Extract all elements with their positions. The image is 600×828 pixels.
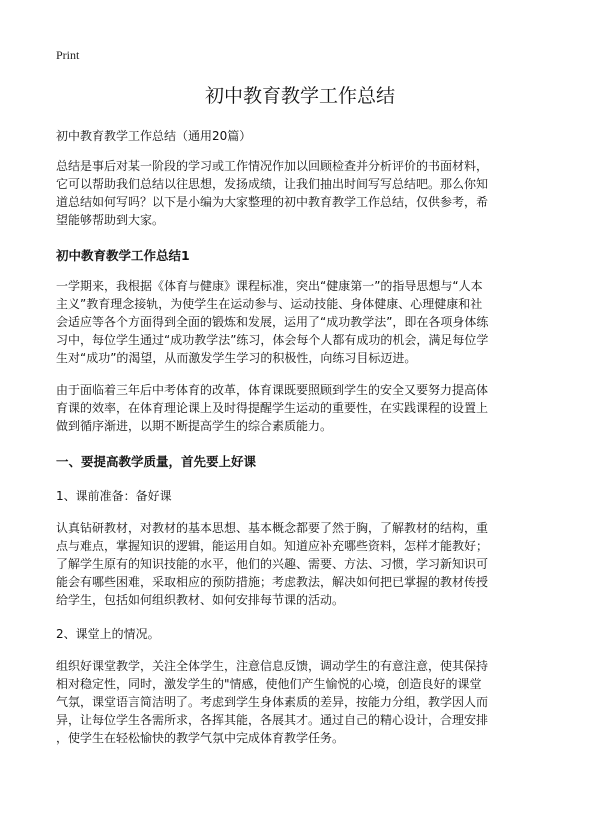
- document-subtitle: 初中教育教学工作总结（通用20篇）: [56, 129, 252, 143]
- text-line: 习中，每位学生通过“成功教学法”练习，体会每个人都有成功的机会，满足每位学: [56, 333, 489, 347]
- text-line: 组织好课堂教学，关注全体学生，注意信息反馈，调动学生的有意注意，使其保持: [56, 659, 489, 673]
- section-paragraph: [56, 277, 544, 367]
- subsection-heading: 一、要提高教学质量，首先要上好课: [56, 454, 257, 469]
- text-line: 给学生，包括如何组织教材、如何安排每节课的活动。: [56, 593, 345, 607]
- text-line: 总结是事后对某一阶段的学习或工作情况作加以回顾检查并分析评价的书面材料，: [56, 159, 489, 173]
- text-line: 相对稳定性，同时，激发学生的"情感，使他们产生愉悦的心境，创造良好的课堂: [56, 677, 482, 691]
- text-line: 气氛，课堂语言简洁明了。考虑到学生身体素质的差异，按能力分组，教学因人而: [56, 695, 489, 709]
- text-line: 异，让每位学生各需所求，各挥其能，各展其才。通过自己的精心设计，合理安排: [56, 713, 489, 727]
- text-line: 育课的效率，在体育理论课上及时得提醒学生运动的重要性，在实践课程的设置上: [56, 401, 489, 415]
- document-title: 初中教育教学工作总结: [204, 85, 395, 107]
- text-line: 认真钻研教材，对教材的基本思想、基本概念都要了然于胸，了解教材的结构，重: [56, 521, 489, 535]
- text-line: 主义”教育理念接轨，为使学生在运动参与、运动技能、身体健康、心理健康和社: [56, 297, 483, 311]
- text-line: 由于面临着三年后中考体育的改革，体育课既要照顾到学生的安全又要努力提高体: [56, 383, 489, 397]
- print-link[interactable]: Print: [56, 48, 80, 62]
- text-line: 望能够帮助到大家。: [56, 213, 165, 227]
- section-paragraph: [56, 519, 544, 609]
- text-line: 会适应等各个方面得到全面的锻炼和发展，运用了“成功教学法”，即在各项身体练: [56, 315, 489, 329]
- text-line: 做到循序渐进，以期不断提高学生的综合素质能力。: [56, 419, 333, 433]
- subsection-title: 1、课前准备：备好课: [56, 489, 172, 503]
- text-line: 生对“成功”的渴望，从而激发学生学习的积极性，向练习目标迈进。: [56, 351, 417, 365]
- section-heading: 初中教育教学工作总结1: [56, 248, 190, 263]
- text-line: 一学期来，我根据《体育与健康》课程标准，突出“健康第一”的指导思想与“人本: [56, 279, 483, 293]
- text-line: 它可以帮助我们总结以往思想，发扬成绩，让我们抽出时间写写总结吧。那么你知: [56, 177, 489, 191]
- section-paragraph: [56, 381, 544, 435]
- text-line: 道总结如何写吗？以下是小编为大家整理的初中教育教学工作总结，仅供参考，希: [56, 195, 489, 209]
- text-line: ，使学生在轻松愉快的教学气氛中完成体育教学任务。: [56, 731, 345, 745]
- text-line: 点与难点，掌握知识的逻辑，能运用自如。知道应补充哪些资料，怎样才能教好；: [56, 539, 489, 553]
- section-paragraph: [56, 657, 544, 747]
- text-line: 能会有哪些困难，采取相应的预防措施；考虑教法，解决如何把已掌握的教材传授: [56, 575, 489, 589]
- text-line: 了解学生原有的知识技能的水平，他们的兴趣、需要、方法、习惯，学习新知识可: [56, 557, 489, 571]
- intro-paragraph: [56, 157, 544, 229]
- subsection-title: 2、课堂上的情况。: [56, 627, 160, 641]
